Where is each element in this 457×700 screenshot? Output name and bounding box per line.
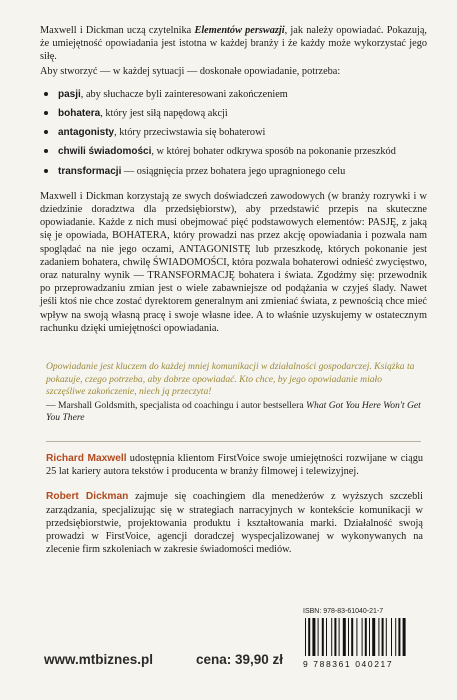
endorsement-attribution	[46, 400, 427, 425]
intro-paragraph	[40, 24, 427, 64]
bullet-text: , który przeciwstawia się bohaterowi	[114, 127, 266, 139]
price-label: cena: 39,90 zł	[196, 652, 284, 667]
attribution-text: — Marshall Goldsmith, specjalista od coachingu i autor bestsellera	[46, 399, 307, 411]
bullet-icon	[44, 169, 48, 173]
barcode-icon	[303, 618, 423, 658]
bullet-text: , w której bohater odkrywa sposób na pokonanie przeszkód	[151, 146, 396, 158]
isbn-label: ISBN: 978-83-61040-21-7	[303, 608, 384, 615]
list-item	[40, 165, 427, 178]
list-item	[40, 126, 427, 139]
bullet-icon	[44, 92, 48, 96]
barcode-digits: 9 788361 040217	[303, 659, 394, 669]
bullet-text: — osiągnięcia przez bohatera jego upragnionego celu	[121, 165, 346, 177]
elements-list	[40, 88, 427, 178]
author-bio-text: udostępnia klientom FirstVoice swoje umiejętności rozwijane w ciągu 25 lat kariery autora tekstów i producenta w branży filmowej i telewizyjnej.	[46, 453, 423, 478]
bullet-icon	[44, 130, 48, 134]
author-bio-text: zajmuje się coachingiem dla menedżerów z wyższych szczebli zarządzania, specjalizując się w strategiach narracyjnych w kontekście komunikacji w przedsiębiorstwie, projektowania produktu i kształtowania marki. Działalność swoją prowadzi w FirstVoice, agencji doradczej wyspecjalizowanej w wykonywanych na zlecenie firm szkoleniach w zakresie świadomości mediów.	[46, 491, 423, 556]
bullet-term: antagonisty	[58, 127, 115, 139]
intro-text-b: , jak należy opowiadać. Pokazują, że umiejętność opowiadania jest istotna w każdej branży i że każdy może wykorzystać jego siłę.	[40, 25, 428, 63]
intro-text-a: Maxwell i Dickman uczą czytelnika	[40, 25, 195, 36]
publisher-url[interactable]: www.mtbiznes.pl	[44, 652, 154, 667]
isbn-barcode-block	[303, 608, 423, 669]
bullet-term: transformacji	[58, 165, 122, 177]
bullet-text: , aby słuchacze byli zainteresowani zakończeniem	[80, 88, 288, 100]
author-bio-dickman	[46, 490, 423, 556]
body-paragraph: Maxwell i Dickman korzystają ze swych doświadczeń zawodowych (w branży rozrywki i w dziedzinie doradztwa dla przedsiębiorstw), aby przedstawić przepis na skuteczne opowiadanie. Każde z nich musi obejmować pięć podstawowych elementów: PASJĘ, z jaką się je opowiada, BOHATERA, który prowadzi nas przez akcję opowiadania i pozwala nam spoglądać na nie jego oczami, ANTAGONISTĘ lub przeszkodę, których pokonanie jest zadaniem bohatera, chwilę ŚWIADOMOŚCI, która pozwala bohaterowi odnieść zwycięstwo, oraz naturalny wynik — TRANSFORMACJĘ bohatera i świata. Zgodźmy się: przewodnik po przeprowadzaniu zmian jest o wiele zabawniejsze od podążania w czyjeś ślady. Nawet jeśli ktoś nie chce zostać dyrektorem generalnym ani zmieniać świata, z pewnością chce mieć wpływ na swoją własną pracę i swoje własne idee. A to właśnie uzyskujemy w ostatecznym rachunku dzięki umiejętności opowiadania.	[40, 190, 427, 334]
attribution-book: What Got You Here Won't Get You There	[46, 399, 421, 424]
intro-lead: Aby stworzyć — w każdej sytuacji — doskonałe opowiadanie, potrzeba:	[40, 65, 341, 77]
bullet-text: , który jest siłą napędową akcji	[100, 108, 228, 120]
bullet-term: bohatera	[58, 108, 101, 120]
author-name: Richard Maxwell	[46, 453, 127, 465]
bullet-icon	[44, 111, 48, 115]
endorsement-quote: Opowiadanie jest kluczem do każdej mniej komunikacji w działalności gospodarczej. Książka ta pokazuje, czego potrzeba, aby dobrze opowiadać. Kto chce, by jego opowiadanie miało szczęśliwe zakończenie, niech ją przeczyta!	[46, 361, 415, 398]
list-item	[40, 88, 427, 101]
book-title-inline: Elementów perswazji	[194, 25, 285, 36]
bullet-term: chwili świadomości	[58, 146, 152, 158]
bullet-term: pasji	[58, 88, 81, 100]
author-name: Robert Dickman	[46, 491, 129, 503]
divider	[46, 441, 421, 442]
list-item	[40, 107, 427, 120]
list-item	[40, 145, 427, 158]
bullet-icon	[44, 149, 48, 153]
author-bio-maxwell	[46, 452, 423, 478]
